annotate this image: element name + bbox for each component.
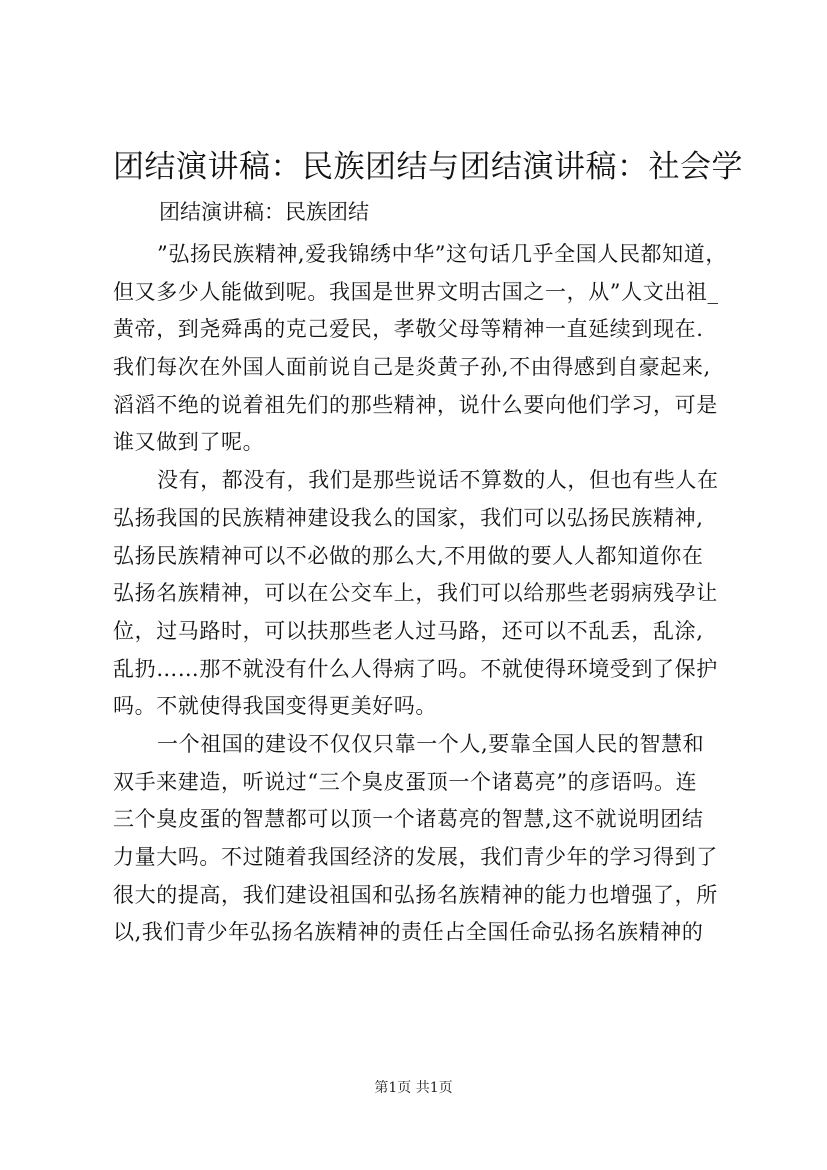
text-line: 位，过马路时，可以扶那些老人过马路，还可以不乱丢，乱涂,	[113, 618, 704, 643]
text-line: 双手来建造，听说过“三个臭皮蛋顶一个诸葛亮”的彦语吗。连	[113, 769, 698, 794]
text-line: 三个臭皮蛋的智慧都可以顶一个诸葛亮的智慧,这不就说明团结	[113, 807, 704, 832]
page-footer: 第1页 共1页	[374, 1080, 453, 1096]
text-line: 一个祖国的建设不仅仅只靠一个人,要靠全国人民的智慧和	[157, 731, 705, 756]
text-line: 谁又做到了呢。	[113, 430, 265, 455]
text-line: 弘扬我国的民族精神建设我么的国家，我们可以弘扬民族精神,	[113, 505, 704, 530]
text-line: ”弘扬民族精神,爱我锦绣中华”这句话几乎全国人民都知道，	[157, 242, 727, 266]
text-line: 但又多少人能做到呢。我国是世界文明古国之一，从”人文出祖_	[113, 279, 719, 304]
text-line: 吗。不就使得我国变得更美好吗。	[113, 694, 437, 719]
text-line: 弘扬名族精神，可以在公交车上，我们可以给那些老弱病残孕让	[113, 581, 718, 606]
text-line: 黄帝，到尧舜禹的克己爱民，孝敬父母等精神一直延续到现在.	[113, 317, 704, 342]
text-line: 以,我们青少年弘扬名族精神的责任占全国任命弘扬名族精神的	[113, 920, 704, 945]
document-subtitle: 团结演讲稿：民族团结	[159, 200, 369, 224]
text-line: 我们每次在外国人面前说自己是炎黄子孙,不由得感到自豪起来,	[113, 355, 711, 380]
text-line: 乱扔……那不就没有什么人得病了吗。不就使得环境受到了保护	[113, 656, 718, 681]
text-line: 没有，都没有，我们是那些说话不算数的人，但也有些人在	[157, 468, 719, 493]
document-title: 团结演讲稿：民族团结与团结演讲稿：社会学	[113, 149, 743, 185]
text-line: 很大的提高，我们建设祖国和弘扬名族精神的能力也增强了，所	[113, 882, 718, 907]
document-body	[113, 236, 727, 952]
text-line: 力量大吗。不过随着我国经济的发展，我们青少年的学习得到了	[113, 845, 718, 869]
text-line: 弘扬民族精神可以不必做的那么大,不用做的要人人都知道你在	[113, 543, 704, 568]
text-line: 滔滔不绝的说着祖先们的那些精神，说什么要向他们学习，可是	[113, 392, 718, 417]
